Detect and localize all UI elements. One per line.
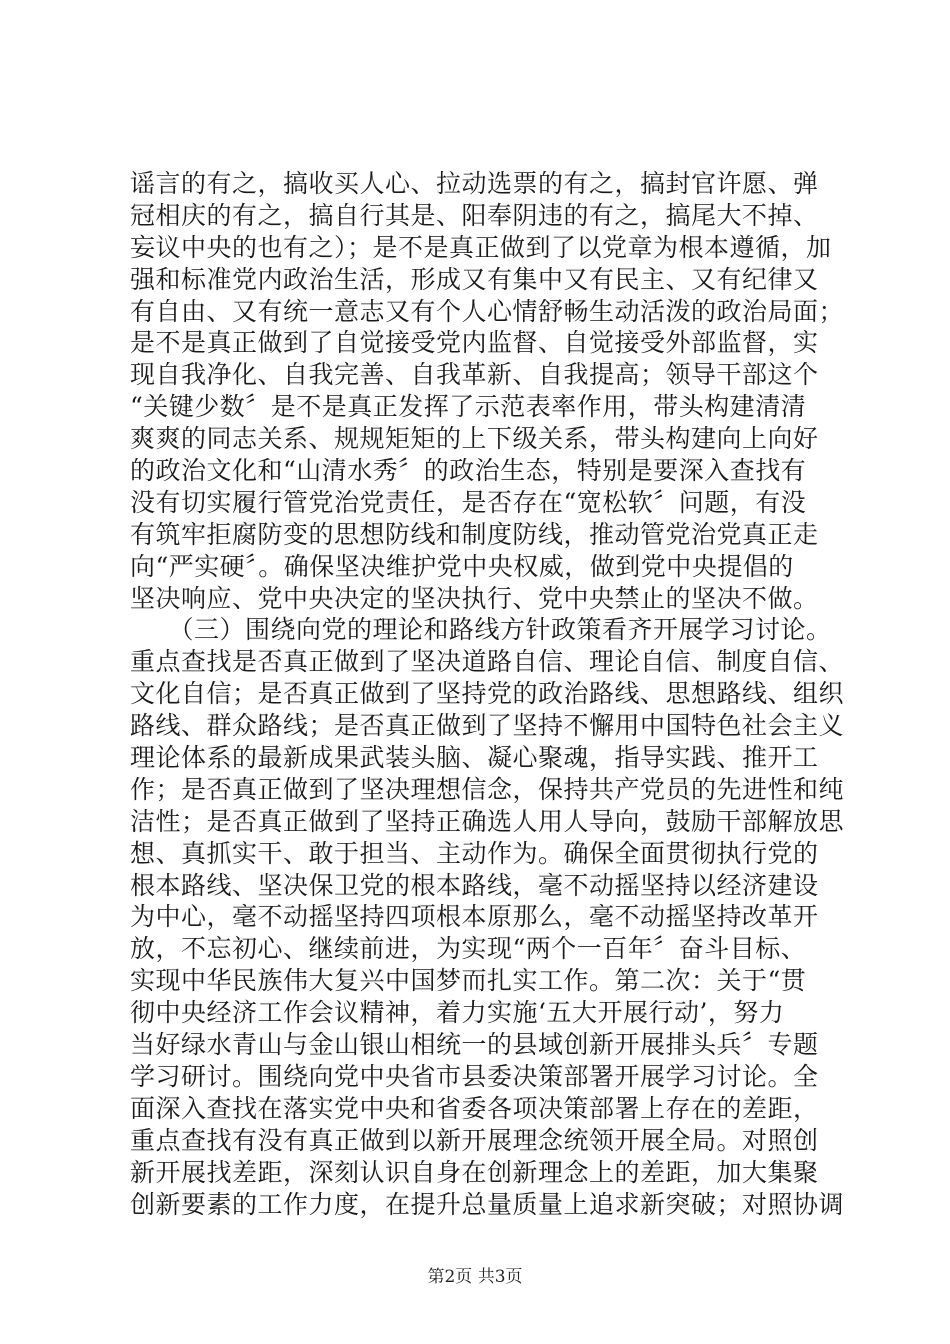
text-line: 重点查找有没有真正做到以新开展理念统领开展全局。对照创 xyxy=(130,1125,819,1155)
text-line: 有筑牢拒腐防变的思想防线和制度防线，推动管党治党真正走 xyxy=(130,519,819,549)
text-line: 有自由、又有统一意志又有个人心情舒畅生动活泼的政治局面； xyxy=(130,296,845,326)
text-line: 作；是否真正做到了坚决理想信念，保持共产党员的先进性和纯 xyxy=(130,774,845,804)
text-line: 路线、群众路线；是否真正做到了坚持不懈用中国特色社会主义 xyxy=(130,711,845,741)
text-line: 洁性；是否真正做到了坚持正确选人用人导向，鼓励干部解放思 xyxy=(130,806,845,836)
text-line: 冠相庆的有之，搞自行其是、阳奉阴违的有之，搞尾大不掉、 xyxy=(130,200,819,230)
text-line: 实现中华民族伟大复兴中国梦而扎实工作。第二次：关于“贯 xyxy=(130,966,807,996)
text-line: 是不是真正做到了自觉接受党内监督、自觉接受外部监督，实 xyxy=(130,328,819,358)
text-line: 的政治文化和“山清水秀〞的政治生态，特别是要深入查找有 xyxy=(130,456,807,486)
text-line: 学习研讨。围绕向党中央省市县委决策部署开展学习讨论。全 xyxy=(130,1061,819,1091)
text-line: 当好绿水青山与金山银山相统一的县域创新开展排头兵〞专题 xyxy=(130,1030,819,1060)
text-line: 彻中央经济工作会议精神，着力实施‘五大开展行动’，努力 xyxy=(130,998,785,1028)
text-line: 坚决响应、党中央决定的坚决执行、党中央禁止的坚决不做。 xyxy=(130,583,819,613)
text-line: 妄议中央的也有之）；是不是真正做到了以党章为根本遵循，加 xyxy=(130,232,832,262)
text-line: 现自我净化、自我完善、自我革新、自我提高；领导干部这个 xyxy=(130,360,819,390)
text-line: 文化自信；是否真正做到了坚持党的政治路线、思想路线、组织 xyxy=(130,679,845,709)
text-line: （三）围绕向党的理论和路线方针政策看齐开展学习讨论。 xyxy=(130,615,832,645)
text-line: “关键少数〞是不是真正发挥了示范表率作用，带头构建清清 xyxy=(130,392,807,422)
text-line: 创新要素的工作力度，在提升总量质量上追求新突破；对照协调 xyxy=(130,1189,845,1219)
text-line: 想、真抓实干、敢于担当、主动作为。确保全面贯彻执行党的 xyxy=(130,838,819,868)
text-line: 根本路线、坚决保卫党的根本路线，毫不动摇坚持以经济建设 xyxy=(130,870,819,900)
text-line: 强和标准党内政治生活，形成又有集中又有民主、又有纪律又 xyxy=(130,264,819,294)
text-line: 新开展找差距，深刻认识自身在创新理念上的差距，加大集聚 xyxy=(130,1157,819,1187)
body-text xyxy=(130,168,845,1220)
text-line: 爽爽的同志关系、规规矩矩的上下级关系，带头构建向上向好 xyxy=(130,424,819,454)
text-line: 谣言的有之，搞收买人心、拉动选票的有之，搞封官许愿、弹 xyxy=(130,169,819,198)
page-footer: 第2页 共3页 xyxy=(427,1267,523,1287)
text-line: 没有切实履行管党治党责任，是否存在“宽松软〞问题，有没 xyxy=(130,487,807,517)
text-line: 面深入查找在落实党中央和省委各项决策部署上存在的差距， xyxy=(130,1093,819,1123)
text-line: 向“严实硬〞。确保坚决维护党中央权威，做到党中央提倡的 xyxy=(130,551,794,581)
text-line: 放，不忘初心、继续前进，为实现“两个一百年〞奋斗目标、 xyxy=(130,934,807,964)
text-line: 重点查找是否真正做到了坚决道路自信、理论自信、制度自信、 xyxy=(130,647,845,677)
text-line: 为中心，毫不动摇坚持四项根本原那么，毫不动摇坚持改革开 xyxy=(130,902,819,932)
text-line: 理论体系的最新成果武装头脑、凝心聚魂，指导实践、推开工 xyxy=(130,743,819,773)
